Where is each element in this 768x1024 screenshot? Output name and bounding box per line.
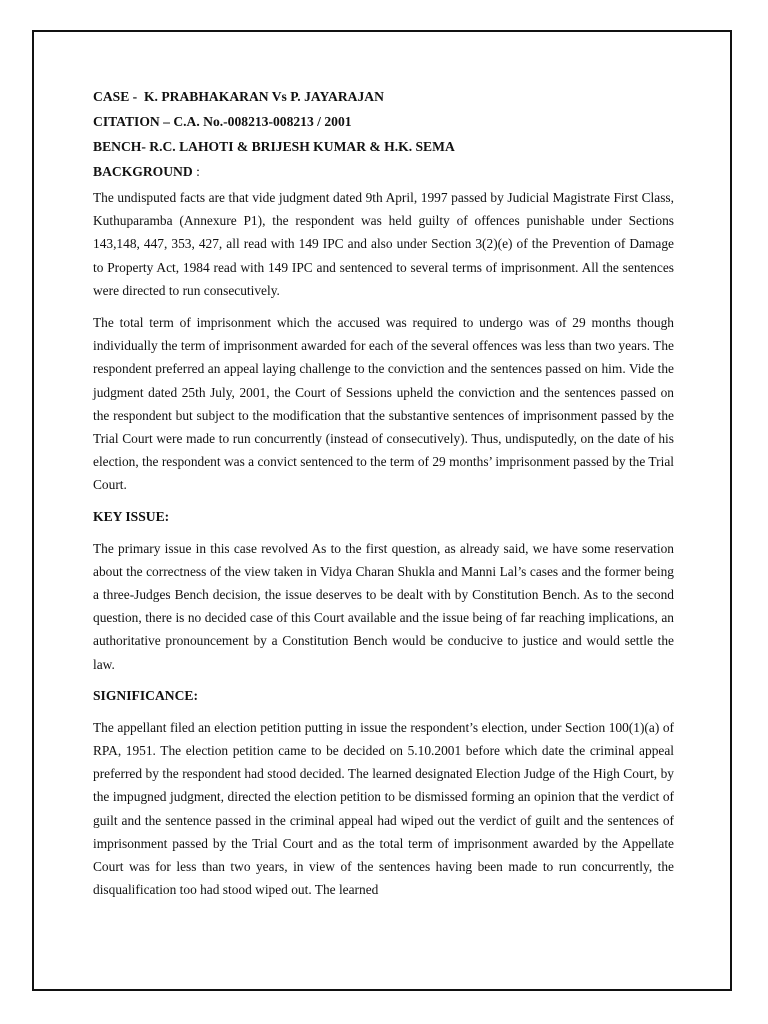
- key-issue-paragraph: The primary issue in this case revolved As to the first question, as already said, we have some reservation about the correctness of the view taken in Vidya Charan Shukla and Manni Lal’s cases and the former being a three-Judges Bench decision, the issue deserves to be dealt with by Constitution Bench. As to the second question, there is no decided case of this Court available and the issue being of far reaching implications, an authoritative pronouncement by a Constitution Bench would be conducive to justice and would settle the law.: [93, 540, 674, 672]
- key-issue-heading: KEY ISSUE:: [93, 508, 170, 524]
- significance-heading: SIGNIFICANCE:: [93, 687, 198, 703]
- significance-paragraph: The appellant filed an election petition putting in issue the respondent’s election, under Section 100(1)(a) of RPA, 1951. The election petition came to be decided on 5.10.2001 before which date the criminal appeal preferred by the respondent had stood decided. The learned designated Election Judge of the High Court, by the impugned judgment, directed the election petition to be dismissed forming an opinion that the verdict of guilt and the sentence passed in the criminal appeal had wiped out the verdict of guilt and the sentences of imprisonment passed by the Trial Court and as the total term of imprisonment awarded by the Appellate Court was for less than two years, in view of the sentences having been made to run concurrently, the disqualification too had stood wiped out. The learned: [93, 719, 674, 898]
- background-heading: BACKGROUND: [93, 164, 193, 179]
- background-heading-colon: :: [192, 164, 200, 179]
- document-body: [93, 84, 674, 901]
- background-heading-line: [93, 159, 674, 184]
- citation: CITATION – C.A. No.-008213-008213 / 2001: [93, 114, 352, 129]
- bench: BENCH- R.C. LAHOTI & BRIJESH KUMAR & H.K. SEMA: [93, 139, 455, 154]
- case-title: CASE - K. PRABHAKARAN Vs P. JAYARAJAN: [93, 89, 384, 104]
- background-paragraph-2: The total term of imprisonment which the accused was required to undergo was of 29 months though individually the term of imprisonment awarded for each of the several offences was less than two years. The respondent preferred an appeal laying challenge to the conviction and the sentences passed on him. Vide the judgment dated 25th July, 2001, the Court of Sessions upheld the conviction and the sentences passed on the respondent but subject to the modification that the substantive sentences of imprisonment passed by the Trial Court were made to run concurrently (instead of consecutively). Thus, undisputedly, on the date of his election, the respondent was a convict sentenced to the term of 29 months’ imprisonment passed by the Trial Court.: [93, 315, 674, 493]
- background-paragraph-1: The undisputed facts are that vide judgment dated 9th April, 1997 passed by Judicial Magistrate First Class, Kuthuparamba (Annexure P1), the respondent was held guilty of offences punishable under Sections 143,148, 447, 353, 427, all read with 149 IPC and also under Section 3(2)(e) of the Prevention of Damage to Property Act, 1984 read with 149 IPC and sentenced to several terms of imprisonment. All the sentences were directed to run consecutively.: [93, 190, 674, 298]
